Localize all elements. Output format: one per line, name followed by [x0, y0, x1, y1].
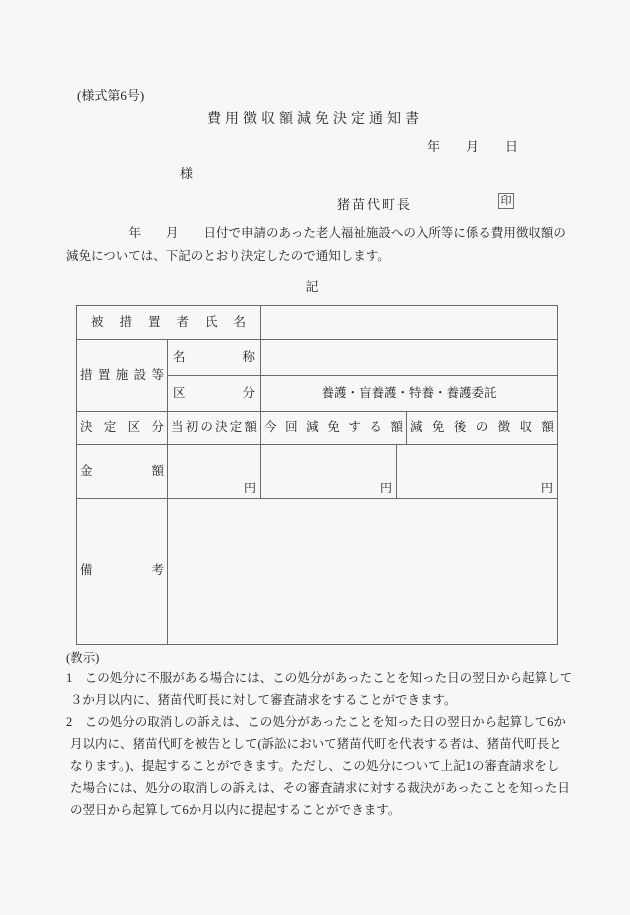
- reduction-amount-cell: [261, 445, 397, 498]
- body-line: 年 月 日付で申請のあった老人福祉施設への入所等に係る費用徴収額の: [66, 226, 566, 240]
- issue-date-line: 年 月 日: [426, 139, 518, 154]
- facility-name-label: 名称: [168, 340, 261, 375]
- yen-unit: 円: [243, 481, 256, 495]
- yen-unit: 円: [540, 481, 553, 495]
- initial-amount-label: 当初の決定額: [168, 412, 261, 444]
- notice-line: た場合には、処分の取消しの訴えは、その審査請求に対する裁決があったことを知った日: [70, 781, 570, 795]
- seal-mark: 印: [498, 193, 514, 209]
- notice-heading: (教示): [66, 651, 100, 665]
- notice-line: 1 この処分に不服がある場合には、この処分があったことを知った日の翌日から起算して: [66, 671, 573, 685]
- notice-line: の翌日から起算して6か月以内に提起することができます。: [70, 803, 401, 817]
- facility-category-value: 養護・盲養護・特養・養護委託: [321, 386, 497, 400]
- facility-row: [77, 340, 557, 412]
- initial-amount-cell: [168, 445, 261, 498]
- notice-line: 2 この処分の取消しの訴えは、この処分があったことを知った日の翌日から起算して6か: [66, 715, 566, 729]
- mayor-title: 猪苗代町長: [337, 197, 413, 212]
- form-number: (様式第6号): [77, 88, 145, 103]
- yen-unit: 円: [379, 481, 392, 495]
- facility-group-label: 措置施設等: [77, 340, 168, 411]
- remarks-row: [77, 499, 557, 644]
- resident-name-value: [261, 306, 557, 339]
- addressee-honorific: 様: [180, 166, 194, 181]
- facility-category-label: 区分: [168, 376, 261, 411]
- reduction-amount-label: 今回減免する額: [261, 412, 407, 444]
- notice-line: ３か月以内に、猪苗代町長に対して審査請求をすることができます。: [70, 693, 457, 707]
- decision-category-label: 決定区分: [77, 412, 168, 444]
- notification-paragraph: [66, 222, 566, 268]
- body-line: 減免については、下記のとおり決定したので通知します。: [66, 249, 390, 263]
- amount-value-row: [77, 445, 557, 499]
- resident-name-row: [77, 306, 557, 340]
- remarks-label: 備考: [77, 499, 168, 644]
- amount-row-label: 金額: [77, 445, 168, 498]
- document-title: 費用徴収額減免決定通知書: [207, 112, 423, 127]
- after-reduction-amount-cell: [397, 445, 557, 498]
- decision-table: [76, 305, 558, 645]
- notice-line: 月以内に、猪苗代町を被告として(訴訟において猪苗代町を代表する者は、猪苗代町長と: [70, 737, 562, 751]
- remarks-value: [168, 499, 557, 644]
- legal-notice: [66, 650, 573, 821]
- notice-line: なります。)、提起することができます。ただし、この処分について上記1の審査請求をし: [70, 759, 560, 773]
- amount-header-row: [77, 412, 557, 445]
- facility-name-value: [261, 340, 557, 375]
- resident-name-label: 被措置者氏名: [77, 306, 261, 339]
- after-reduction-amount-label: 減免後の徴収額: [410, 420, 554, 434]
- ki-heading: 記: [305, 279, 319, 294]
